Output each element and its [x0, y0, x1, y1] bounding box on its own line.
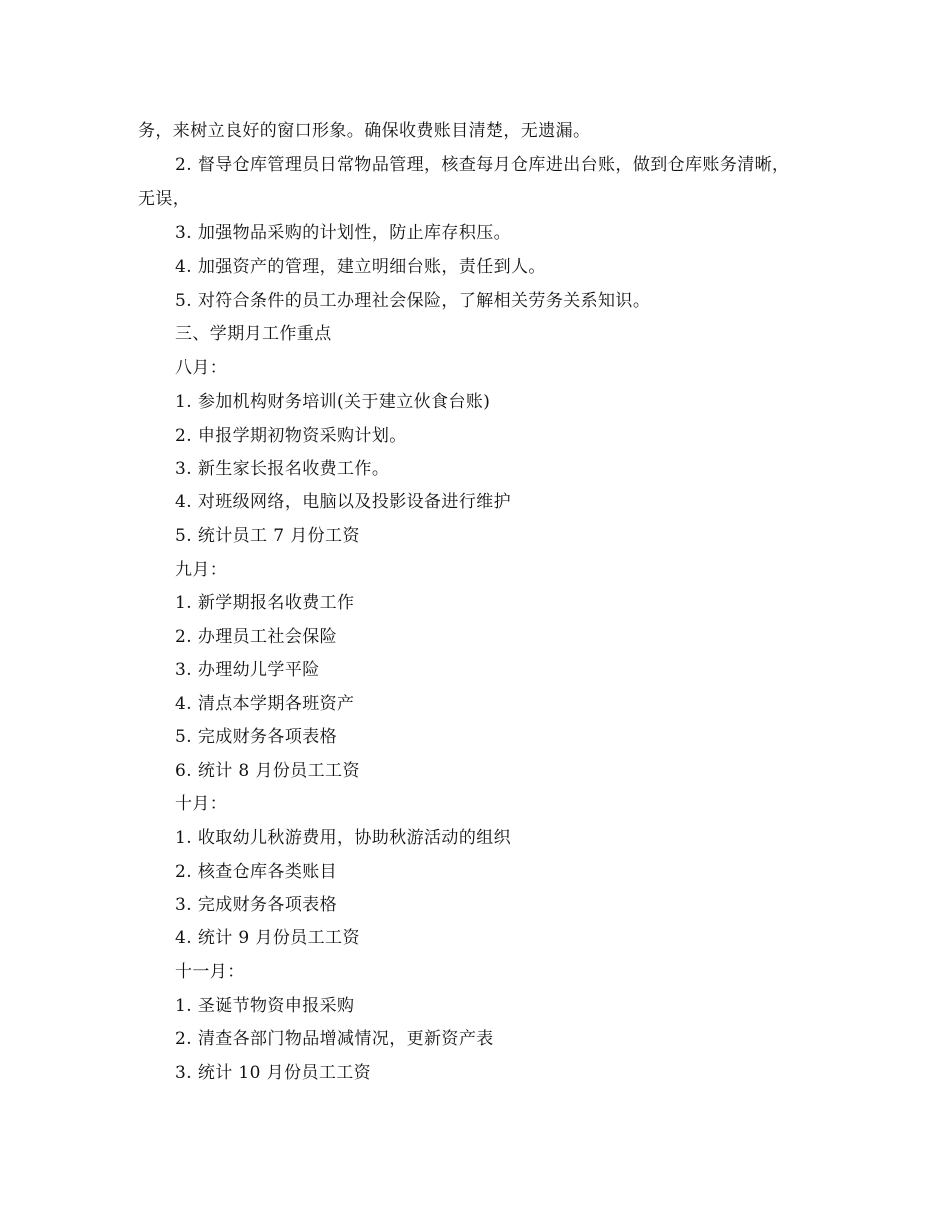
text-line-item-4-assets: 4. 加强资产的管理，建立明细台账，责任到人。	[175, 257, 546, 277]
list-item: 3. 完成财务各项表格	[175, 895, 338, 915]
text-line-item-5-insurance: 5. 对符合条件的员工办理社会保险，了解相关劳务关系知识。	[175, 291, 651, 311]
list-item: 1. 参加机构财务培训(关于建立伙食台账)	[175, 392, 491, 412]
month-heading-september: 九月：	[175, 560, 228, 580]
list-item: 5. 统计员工 7 月份工资	[175, 526, 360, 546]
list-item: 4. 统计 9 月份员工工资	[175, 928, 360, 948]
month-heading-october: 十月：	[175, 794, 228, 814]
text-line-item-2-warehouse: 2. 督导仓库管理员日常物品管理，核查每月仓库进出台账，做到仓库账务清晰，	[175, 155, 790, 175]
list-item: 1. 圣诞节物资申报采购	[175, 996, 355, 1016]
list-item: 3. 统计 10 月份员工工资	[175, 1063, 372, 1083]
month-heading-november: 十一月：	[175, 962, 245, 982]
list-item: 2. 核查仓库各类账目	[175, 862, 338, 882]
text-line-continuation: 务，来树立良好的窗口形象。确保收费账目清楚，无遗漏。	[138, 121, 591, 141]
list-item: 5. 完成财务各项表格	[175, 727, 338, 747]
text-line-item-2-wrap: 无误，	[138, 189, 191, 209]
list-item: 3. 办理幼儿学平险	[175, 660, 320, 680]
list-item: 2. 清查各部门物品增减情况，更新资产表	[175, 1029, 494, 1049]
text-line-item-3-purchasing: 3. 加强物品采购的计划性，防止库存积压。	[175, 223, 512, 243]
list-item: 2. 办理员工社会保险	[175, 627, 338, 647]
list-item: 1. 新学期报名收费工作	[175, 593, 355, 613]
month-heading-august: 八月：	[175, 358, 228, 378]
list-item: 6. 统计 8 月份员工工资	[175, 761, 360, 781]
list-item: 2. 申报学期初物资采购计划。	[175, 426, 407, 446]
list-item: 3. 新生家长报名收费工作。	[175, 459, 390, 479]
list-item: 4. 对班级网络，电脑以及投影设备进行维护	[175, 492, 512, 512]
list-item: 1. 收取幼儿秋游费用，协助秋游活动的组织	[175, 828, 512, 848]
section-heading: 三、学期月工作重点	[175, 324, 332, 344]
list-item: 4. 清点本学期各班资产	[175, 694, 355, 714]
